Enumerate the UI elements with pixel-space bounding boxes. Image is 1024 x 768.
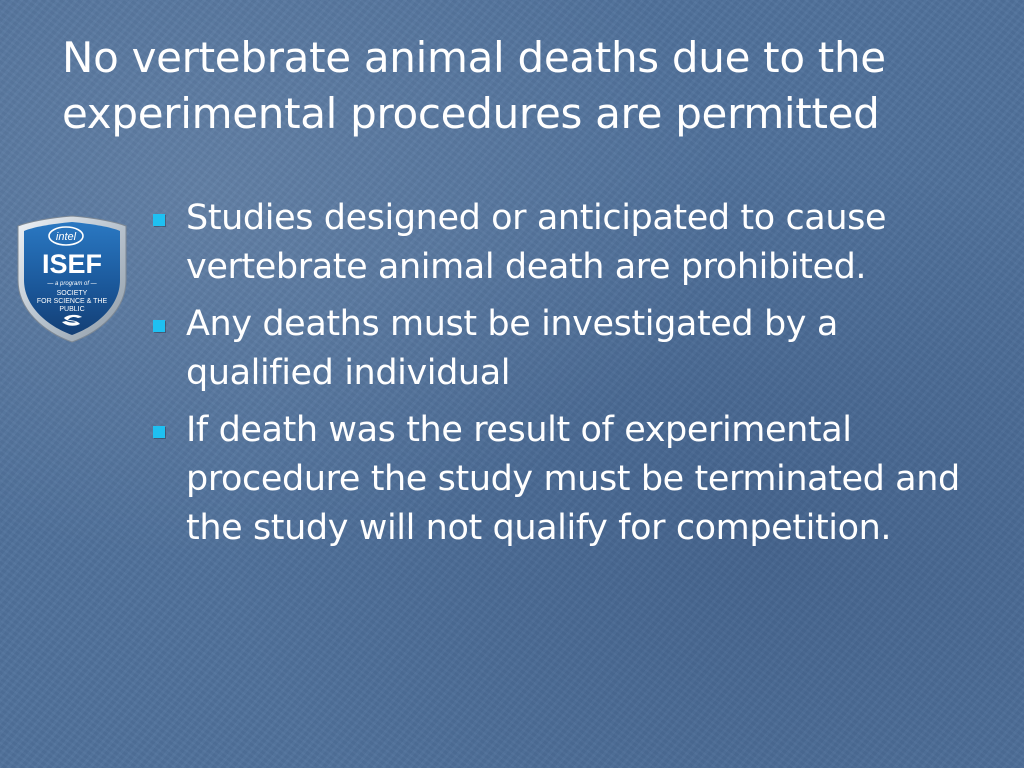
list-item bbox=[150, 194, 970, 292]
slide-title: No vertebrate animal deaths due to the experimental procedures are permitted bbox=[62, 33, 886, 138]
square-bullet-icon bbox=[153, 214, 165, 226]
logo-org-line1: SOCIETY bbox=[56, 290, 88, 297]
logo-org-line2: FOR SCIENCE & THE bbox=[36, 298, 108, 305]
logo-org-line3: PUBLIC bbox=[59, 306, 85, 313]
isef-shield-logo-icon bbox=[16, 214, 128, 344]
bullet-list bbox=[150, 194, 970, 561]
bullet-text: If death was the result of experimental procedure the study must be terminated and the study will not qualify for competition. bbox=[186, 410, 960, 548]
logo-brand-main: ISEF bbox=[41, 249, 103, 279]
list-item bbox=[150, 300, 970, 398]
list-item bbox=[150, 406, 970, 553]
square-bullet-icon bbox=[153, 320, 165, 332]
bullet-text: Studies designed or anticipated to cause vertebrate animal death are prohibited. bbox=[186, 198, 887, 287]
bullet-text: Any deaths must be investigated by a qualified individual bbox=[186, 304, 838, 393]
square-bullet-icon bbox=[153, 426, 165, 438]
logo-brand-top: intel bbox=[55, 231, 77, 243]
logo-tagline: — a program of — bbox=[47, 281, 97, 287]
